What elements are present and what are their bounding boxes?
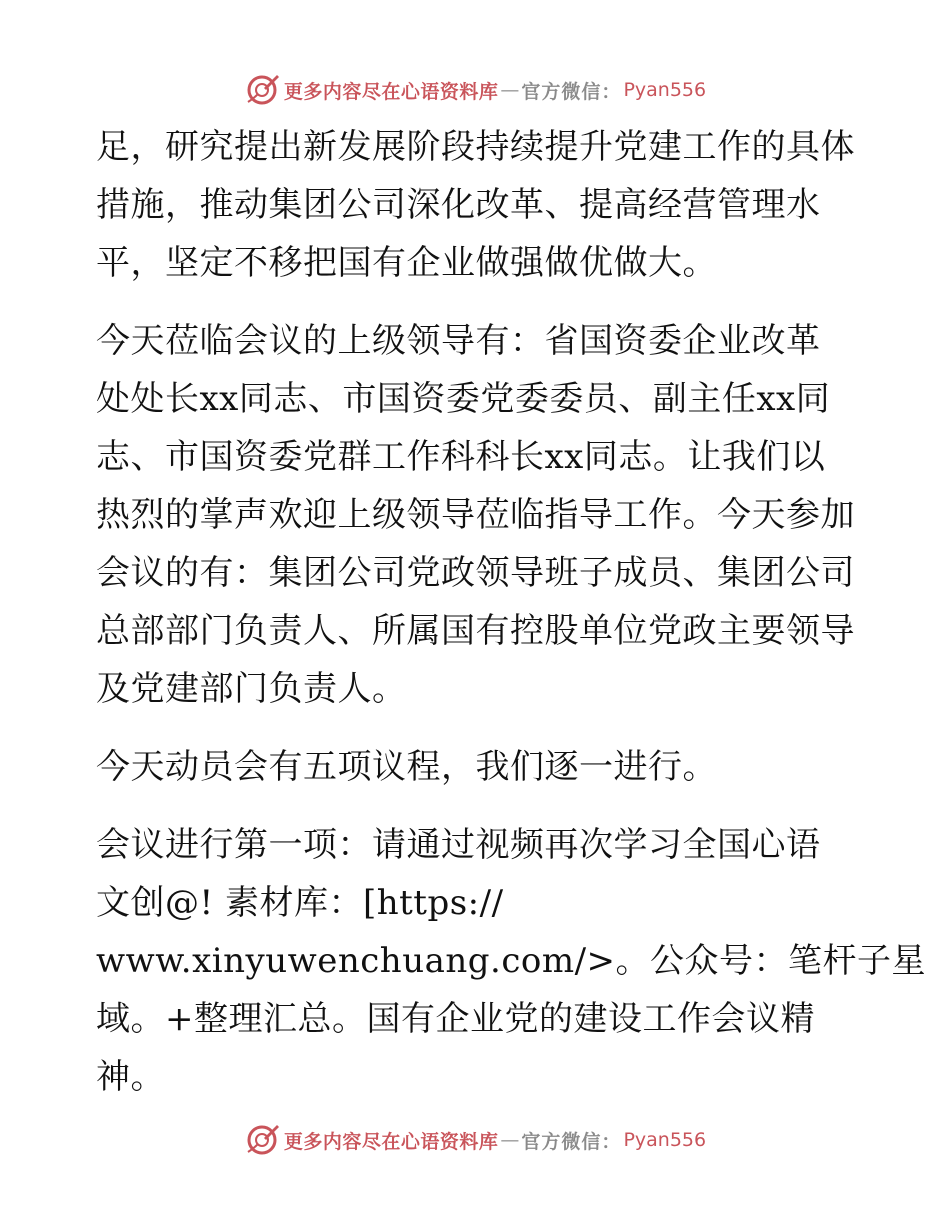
paragraph [96, 118, 856, 292]
text-line: 足，研究提出新发展阶段持续提升党建工作的具体 [96, 127, 855, 167]
text-line: 志、市国资委党群工作科科长xx同志。让我们以 [96, 437, 826, 477]
paragraph [96, 816, 927, 1106]
banner-promo-text: 更多内容尽在心语资料库 [283, 80, 499, 103]
paragraph [96, 312, 856, 718]
text-line: 今天莅临会议的上级领导有：省国资委企业改革 [96, 321, 821, 361]
text-line: www.xinyuwenchuang.com/>。公众号：笔杆子星 [96, 941, 927, 981]
footer-banner [0, 1120, 950, 1160]
pen-logo-icon [244, 1122, 280, 1158]
banner-official-label: 官方微信： [521, 80, 622, 103]
text-line: 神。 [96, 1057, 165, 1097]
text-line: 及党建部门负责人。 [96, 669, 407, 709]
paragraph-gap [96, 718, 856, 738]
banner-official-label: 官方微信： [521, 1130, 622, 1153]
text-line: 域。+整理汇总。国有企业党的建设工作会议精 [96, 999, 815, 1039]
text-line: 会议的有：集团公司党政领导班子成员、集团公司 [96, 553, 855, 593]
pen-logo-icon [244, 72, 280, 108]
text-line: 平，坚定不移把国有企业做强做优做大。 [96, 243, 717, 283]
banner-dash: — [500, 79, 520, 101]
paragraph [96, 738, 856, 796]
text-line: 措施，推动集团公司深化改革、提高经营管理水 [96, 185, 821, 225]
text-line: 今天动员会有五项议程，我们逐一进行。 [96, 747, 717, 787]
paragraph-gap [96, 292, 856, 312]
banner-account-id: Pyan556 [623, 1129, 707, 1151]
header-banner [0, 70, 950, 110]
paragraph-gap [96, 796, 856, 816]
banner-dash: — [500, 1129, 520, 1151]
text-line: 热烈的掌声欢迎上级领导莅临指导工作。今天参加 [96, 495, 855, 535]
document-body [96, 118, 927, 1106]
text-line: 文创@! 素材库：[https:// [96, 883, 504, 923]
banner-account-id: Pyan556 [623, 79, 707, 101]
text-line: 会议进行第一项：请通过视频再次学习全国心语 [96, 825, 821, 865]
text-line: 总部部门负责人、所属国有控股单位党政主要领导 [96, 611, 855, 651]
banner-promo-text: 更多内容尽在心语资料库 [283, 1130, 499, 1153]
text-line: 处处长xx同志、市国资委党委委员、副主任xx同 [96, 379, 831, 419]
